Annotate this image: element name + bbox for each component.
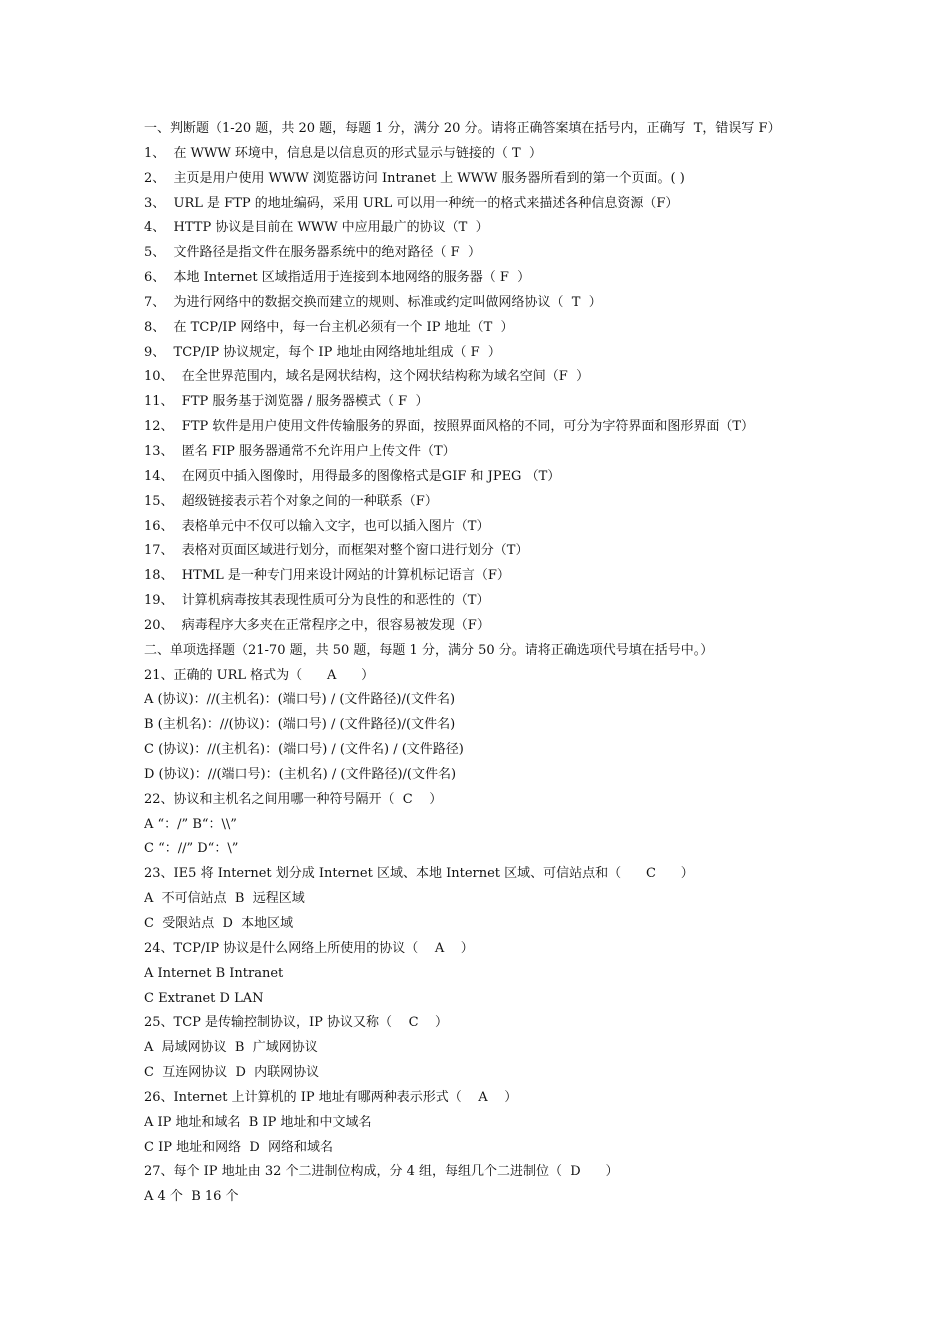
text-line: C (协议)：//(主机名)：(端口号) / (文件名) / (文件路径) [144, 742, 464, 758]
text-line: B (主机名)：//(协议)：(端口号) / (文件路径)/(文件名) [144, 717, 456, 733]
text-line: A “：/” B“：\\” [144, 816, 237, 832]
text-line: C “：//” D“：\” [144, 841, 239, 857]
text-line: A (协议)：//(主机名)：(端口号) / (文件路径)/(文件名) [144, 692, 456, 708]
text-line: 26、Internet 上计算机的 IP 地址有哪两种表示形式（ A ） [144, 1089, 518, 1105]
text-line: C Extranet D LAN [144, 990, 264, 1006]
text-line: 24、TCP/IP 协议是什么网络上所使用的协议（ A ） [144, 940, 474, 956]
text-line: 16、 表格单元中不仅可以输入文字，也可以插入图片（T） [144, 518, 490, 534]
text-line: 9、 TCP/IP 协议规定，每个 IP 地址由网络地址组成（ F ） [144, 344, 501, 360]
text-line: 2、 主页是用户使用 WWW 浏览器访问 Intranet 上 WWW 服务器所看到的第一个页面。( ) [144, 170, 685, 186]
text-line: 19、 计算机病毒按其表现性质可分为良性的和恶性的（T） [144, 593, 490, 609]
text-line: 6、 本地 Internet 区域指适用于连接到本地网络的服务器（ F ） [144, 270, 531, 286]
text-line: 8、 在 TCP/IP 网络中，每一台主机必须有一个 IP 地址（T ） [144, 319, 514, 335]
text-line: 25、TCP 是传输控制协议，IP 协议又称（ C ） [144, 1015, 449, 1031]
text-line: D (协议)：//(端口号)：(主机名) / (文件路径)/(文件名) [144, 766, 457, 782]
text-line: 3、 URL 是 FTP 的地址编码，采用 URL 可以用一种统一的格式来描述各种信息资源（F） [144, 195, 679, 211]
text-line: A 局域网协议 B 广域网协议 [144, 1040, 318, 1056]
text-line: 23、IE5 将 Internet 划分成 Internet 区域、本地 Internet 区域、可信站点和（ C ） [144, 866, 694, 882]
text-line: C 受限站点 D 本地区域 [144, 916, 294, 931]
text-line: C IP 地址和网络 D 网络和域名 [144, 1139, 334, 1155]
text-line: 20、 病毒程序大多夹在正常程序之中，很容易被发现（F） [144, 617, 490, 633]
text-line: 4、 HTTP 协议是目前在 WWW 中应用最广的协议（T ） [144, 220, 489, 236]
text-line: 17、 表格对页面区域进行划分，而框架对整个窗口进行划分（T） [144, 543, 529, 559]
text-line: 10、 在全世界范围内，域名是网状结构，这个网状结构称为域名空间（F ） [144, 369, 590, 385]
text-line: 18、 HTML 是一种专门用来设计网站的计算机标记语言（F） [144, 568, 510, 584]
text-line: A 不可信站点 B 远程区域 [144, 891, 305, 907]
text-line: 21、正确的 URL 格式为（ A ） [144, 667, 375, 683]
text-line: 1、 在 WWW 环境中，信息是以信息页的形式显示与链接的（ T ） [144, 145, 542, 161]
text-line: 22、协议和主机名之间用哪一种符号隔开（ C ） [144, 791, 443, 807]
text-line: 5、 文件路径是指文件在服务器系统中的绝对路径（ F ） [144, 245, 481, 261]
text-line: 13、 匿名 FIP 服务器通常不允许用户上传文件（T） [144, 443, 456, 459]
document-body [144, 117, 934, 1210]
text-line: 二、单项选择题（21-70 题，共 50 题，每题 1 分，满分 50 分。请将正确选项代号填在括号中。） [144, 642, 714, 658]
text-line: 11、 FTP 服务基于浏览器 / 服务器模式（ F ） [144, 394, 429, 410]
text-line: A 4 个 B 16 个 [144, 1189, 239, 1205]
text-line: 一、判断题（1-20 题，共 20 题，每题 1 分，满分 20 分。请将正确答案填在括号内，正确写 T，错误写 F） [144, 121, 781, 136]
text-line: C 互连网协议 D 内联网协议 [144, 1065, 320, 1081]
text-line: 12、 FTP 软件是用户使用文件传输服务的界面，按照界面风格的不同，可分为字符界面和图形界面（T） [144, 419, 755, 435]
text-line: 27、每个 IP 地址由 32 个二进制位构成，分 4 组，每组几个二进制位（ D ） [144, 1164, 619, 1180]
text-line: A IP 地址和域名 B IP 地址和中文域名 [144, 1114, 372, 1130]
text-line: 15、 超级链接表示若个对象之间的一种联系（F） [144, 493, 438, 509]
text-line: 14、 在网页中插入图像时，用得最多的图像格式是GIF 和 JPEG （T） [144, 468, 561, 484]
text-line: A Internet B Intranet [144, 965, 284, 981]
text-line: 7、 为进行网络中的数据交换而建立的规则、标准或约定叫做网络协议（ T ） [144, 294, 602, 310]
